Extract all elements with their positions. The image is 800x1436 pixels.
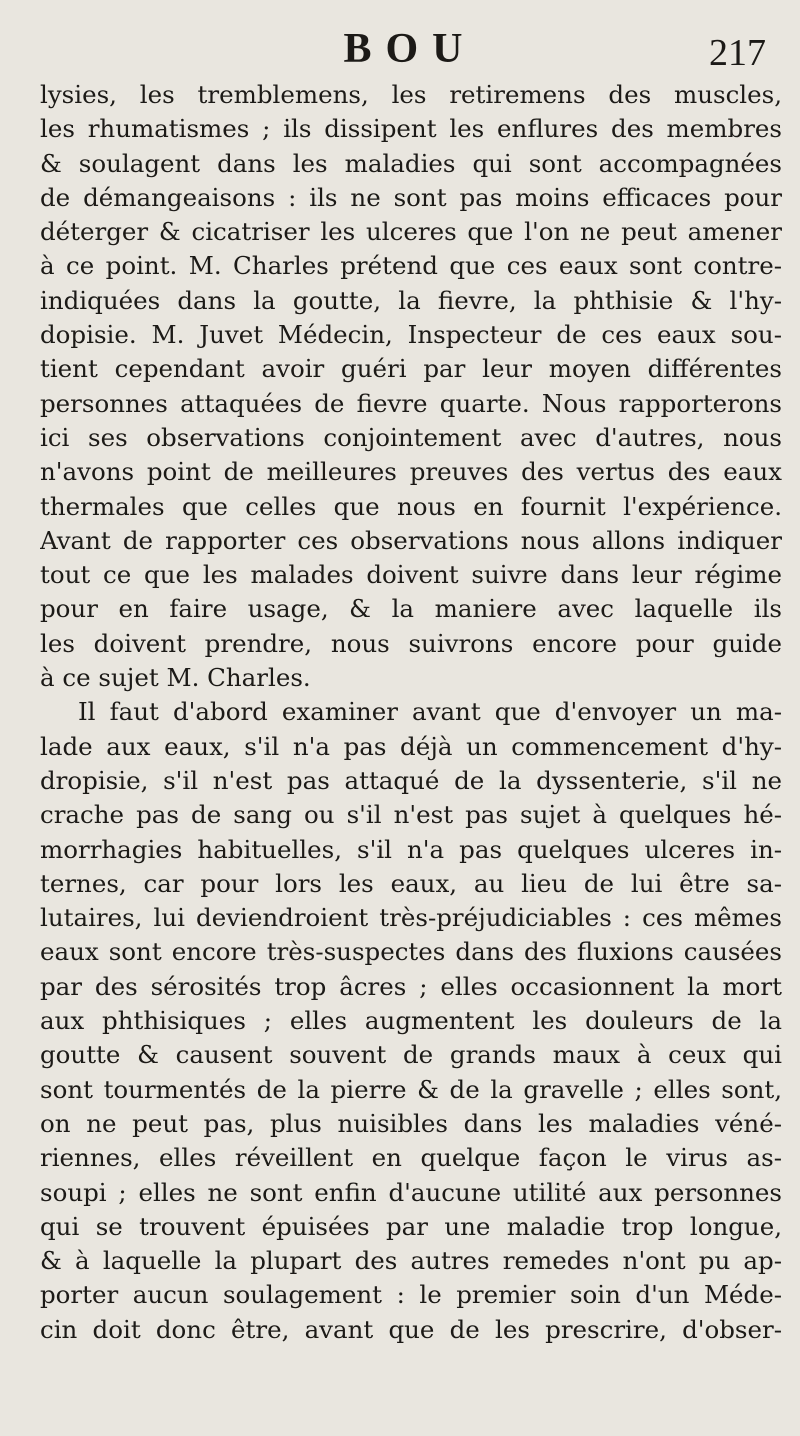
text-line: on ne peut pas, plus nuisibles dans les maladies véné- bbox=[40, 1108, 782, 1138]
page-number: 217 bbox=[709, 32, 766, 74]
text-line: dropisie, s'il n'est pas attaqué de la dyssenterie, s'il ne bbox=[40, 765, 782, 795]
text-line: les rhumatismes ; ils dissipent les enflures des membres bbox=[40, 114, 782, 144]
text-line: morrhagies habituelles, s'il n'a pas quelques ulceres in- bbox=[40, 834, 782, 864]
page-header bbox=[40, 0, 780, 80]
text-line: déterger & cicatriser les ulceres que l'on ne peut amener bbox=[40, 217, 782, 247]
text-line: personnes attaquées de fievre quarte. Nous rapporterons bbox=[40, 388, 782, 418]
text-line: crache pas de sang ou s'il n'est pas sujet à quelques hé- bbox=[40, 800, 782, 830]
text-line: n'avons point de meilleures preuves des vertus des eaux bbox=[40, 457, 782, 487]
text-line: goutte & causent souvent de grands maux à ceux qui bbox=[40, 1040, 782, 1070]
text-line: cin doit donc être, avant que de les prescrire, d'obser- bbox=[40, 1314, 782, 1344]
text-line: tient cependant avoir guéri par leur moyen différentes bbox=[40, 354, 782, 384]
running-head: BOU bbox=[343, 26, 477, 72]
text-line: indiquées dans la goutte, la fievre, la phthisie & l'hy- bbox=[40, 285, 782, 315]
text-line: Il faut d'abord examiner avant que d'envoyer un ma- bbox=[78, 697, 782, 727]
text-line: & soulagent dans les maladies qui sont accompagnées bbox=[40, 148, 782, 178]
text-line: soupi ; elles ne sont enfin d'aucune utilité aux personnes bbox=[40, 1177, 782, 1207]
paragraph-2 bbox=[40, 695, 782, 1347]
text-line: qui se trouvent épuisées par une maladie trop longue, bbox=[40, 1211, 782, 1241]
text-line: aux phthisiques ; elles augmentent les douleurs de la bbox=[40, 1006, 782, 1036]
text-line: à ce point. M. Charles prétend que ces eaux sont contre- bbox=[40, 251, 782, 281]
text-line: Avant de rapporter ces observations nous allons indiquer bbox=[40, 525, 782, 555]
text-line: par des sérosités trop âcres ; elles occasionnent la mort bbox=[40, 971, 782, 1001]
text-line: à ce sujet M. Charles. bbox=[40, 663, 311, 693]
text-line: ternes, car pour lors les eaux, au lieu de lui être sa- bbox=[40, 868, 782, 898]
text-line: porter aucun soulagement : le premier soin d'un Méde- bbox=[40, 1280, 782, 1310]
text-line: les doivent prendre, nous suivrons encore pour guide bbox=[40, 628, 782, 658]
text-line: lutaires, lui deviendroient très-préjudiciables : ces mêmes bbox=[40, 903, 782, 933]
text-line: dopisie. M. Juvet Médecin, Inspecteur de ces eaux sou- bbox=[40, 320, 782, 350]
body-text bbox=[40, 78, 782, 1347]
text-line: ici ses observations conjointement avec d'autres, nous bbox=[40, 422, 782, 452]
text-line: lade aux eaux, s'il n'a pas déjà un commencement d'hy- bbox=[40, 731, 782, 761]
text-line: pour en faire usage, & la maniere avec laquelle ils bbox=[40, 594, 782, 624]
text-line: de démangeaisons : ils ne sont pas moins efficaces pour bbox=[40, 182, 782, 212]
paragraph-1 bbox=[40, 78, 782, 695]
text-line: tout ce que les malades doivent suivre dans leur régime bbox=[40, 560, 782, 590]
text-line: lysies, les tremblemens, les retiremens des muscles, bbox=[40, 80, 782, 109]
text-line: eaux sont encore très-suspectes dans des fluxions causées bbox=[40, 937, 782, 967]
text-line: riennes, elles réveillent en quelque façon le virus as- bbox=[40, 1143, 782, 1173]
text-line: sont tourmentés de la pierre & de la gravelle ; elles sont, bbox=[40, 1074, 782, 1104]
text-line: thermales que celles que nous en fournit l'expérience. bbox=[40, 491, 782, 521]
text-line: & à laquelle la plupart des autres remedes n'ont pu ap- bbox=[40, 1246, 782, 1276]
